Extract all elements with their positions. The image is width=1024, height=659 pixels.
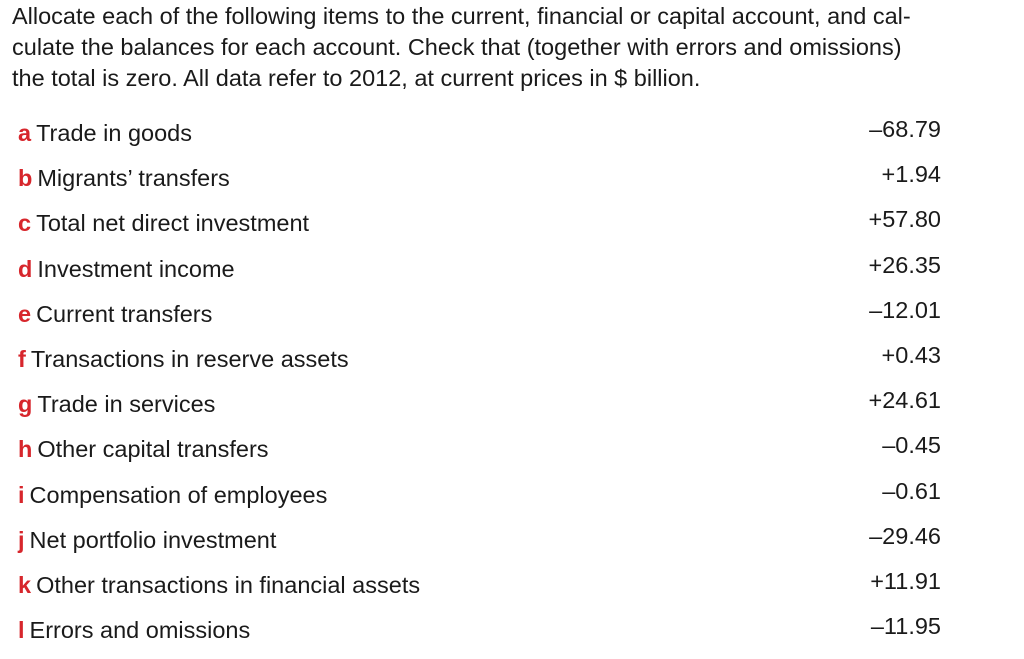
item-value: +57.80 — [868, 206, 941, 233]
item-value: –29.46 — [869, 522, 941, 549]
item-value: –12.01 — [869, 296, 941, 323]
item-letter: a — [18, 120, 32, 146]
item-value: +24.61 — [868, 387, 941, 414]
item-value: –0.45 — [882, 432, 941, 459]
list-item — [18, 569, 958, 614]
item-label — [18, 391, 215, 418]
list-item — [18, 614, 958, 659]
list-item — [18, 479, 958, 524]
item-label — [18, 482, 327, 509]
item-letter: j — [18, 526, 25, 553]
item-text: Net portfolio investment — [29, 526, 277, 553]
item-value: +1.94 — [881, 161, 941, 188]
item-text: Investment income — [37, 255, 235, 282]
item-label — [18, 165, 230, 192]
list-item — [18, 524, 958, 569]
list-item — [18, 253, 958, 298]
exercise-instructions: Allocate each of the following items to the current, financial or capital account, and cal- culate the balances for each account. Check that (together with errors and omissions) the total is zero. All data refer to 2012, at current prices in $ billion. — [12, 3, 911, 91]
item-letter: k — [18, 571, 32, 598]
item-text: Other transactions in financial assets — [36, 571, 421, 598]
item-text: Errors and omissions — [29, 617, 251, 644]
item-list — [18, 117, 958, 659]
item-label — [18, 572, 420, 599]
item-letter: i — [18, 481, 25, 508]
item-text: Trade in goods — [36, 120, 192, 146]
item-label — [18, 436, 269, 463]
item-letter: d — [18, 255, 33, 282]
list-item — [18, 433, 958, 478]
item-letter: b — [18, 165, 33, 192]
item-label — [18, 210, 309, 237]
item-value: +11.91 — [870, 567, 941, 594]
item-value: –0.61 — [882, 477, 941, 504]
item-text: Migrants’ transfers — [37, 165, 230, 192]
item-value: +0.43 — [881, 341, 941, 368]
list-item — [18, 207, 958, 252]
list-item — [18, 298, 958, 343]
list-item — [18, 117, 958, 162]
item-letter: l — [18, 617, 25, 644]
list-item — [18, 162, 958, 207]
item-text: Compensation of employees — [29, 481, 328, 508]
item-text: Current transfers — [36, 300, 213, 327]
item-value: –11.95 — [870, 613, 941, 640]
list-item — [18, 343, 958, 388]
item-text: Trade in services — [37, 391, 216, 418]
list-item — [18, 388, 958, 433]
item-letter: g — [18, 391, 33, 418]
item-label — [18, 527, 276, 554]
item-letter: c — [18, 210, 32, 237]
item-label — [18, 120, 192, 147]
item-text: Other capital transfers — [37, 436, 269, 463]
item-label — [18, 301, 212, 328]
item-letter: e — [18, 300, 32, 327]
item-letter: h — [18, 436, 33, 463]
item-label — [18, 346, 349, 373]
item-value: +26.35 — [868, 251, 941, 278]
item-text: Transactions in reserve assets — [30, 345, 349, 372]
item-label — [18, 617, 250, 644]
item-letter: f — [18, 345, 26, 372]
item-text: Total net direct investment — [36, 210, 310, 237]
item-value: –68.79 — [869, 116, 941, 142]
item-label — [18, 256, 235, 283]
